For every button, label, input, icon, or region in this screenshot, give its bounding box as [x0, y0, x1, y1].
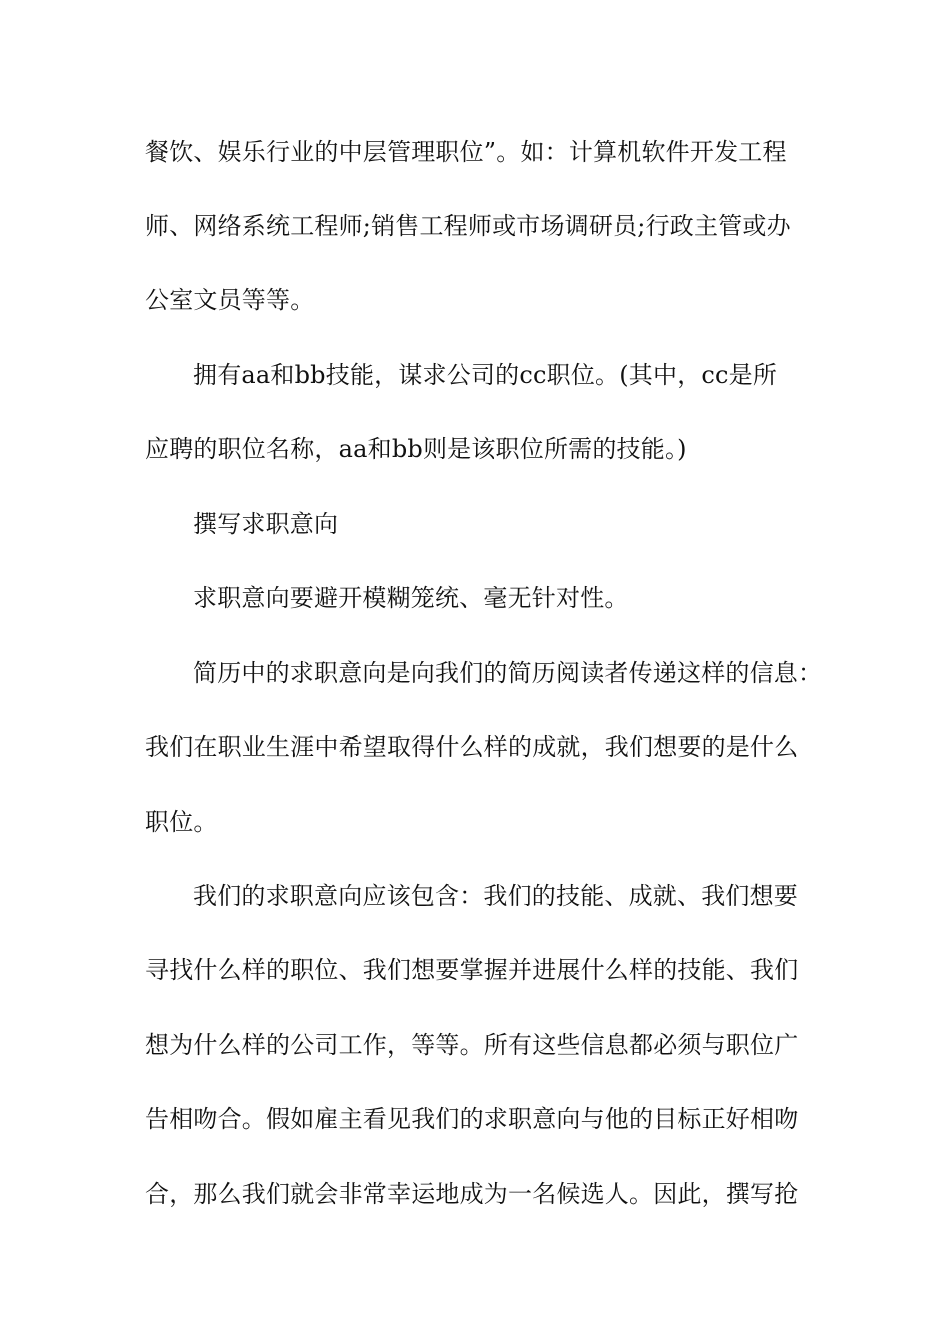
text-line-10: 职位。: [145, 808, 218, 836]
text-line-9: 我们在职业生涯中希望取得什么样的成就，我们想要的是什么: [145, 733, 799, 761]
text-line-13: 想为什么样的公司工作，等等。所有这些信息都必须与职位广: [145, 1031, 799, 1059]
section-heading: 撰写求职意向: [193, 510, 339, 538]
text-line-3: 公室文员等等。: [145, 286, 315, 314]
text-line-8: 简历中的求职意向是向我们的简历阅读者传递这样的信息：: [193, 659, 823, 687]
text-line-2: 师、网络系统工程师;销售工程师或市场调研员;行政主管或办: [145, 212, 791, 240]
text-line-4: 拥有aa和bb技能，谋求公司的cc职位。(其中，cc是所: [193, 361, 778, 389]
text-line-7: 求职意向要避开模糊笼统、毫无针对性。: [193, 584, 629, 612]
text-line-5: 应聘的职位名称，aa和bb则是该职位所需的技能。): [145, 435, 687, 463]
text-line-1: 餐饮、娱乐行业的中层管理职位”。如：计算机软件开发工程: [145, 138, 787, 166]
text-line-15: 合，那么我们就会非常幸运地成为一名候选人。因此，撰写抢: [145, 1180, 799, 1208]
text-line-11: 我们的求职意向应该包含：我们的技能、成就、我们想要: [193, 882, 798, 910]
text-line-14: 告相吻合。假如雇主看见我们的求职意向与他的目标正好相吻: [145, 1105, 799, 1133]
text-line-12: 寻找什么样的职位、我们想要掌握并进展什么样的技能、我们: [145, 956, 799, 984]
